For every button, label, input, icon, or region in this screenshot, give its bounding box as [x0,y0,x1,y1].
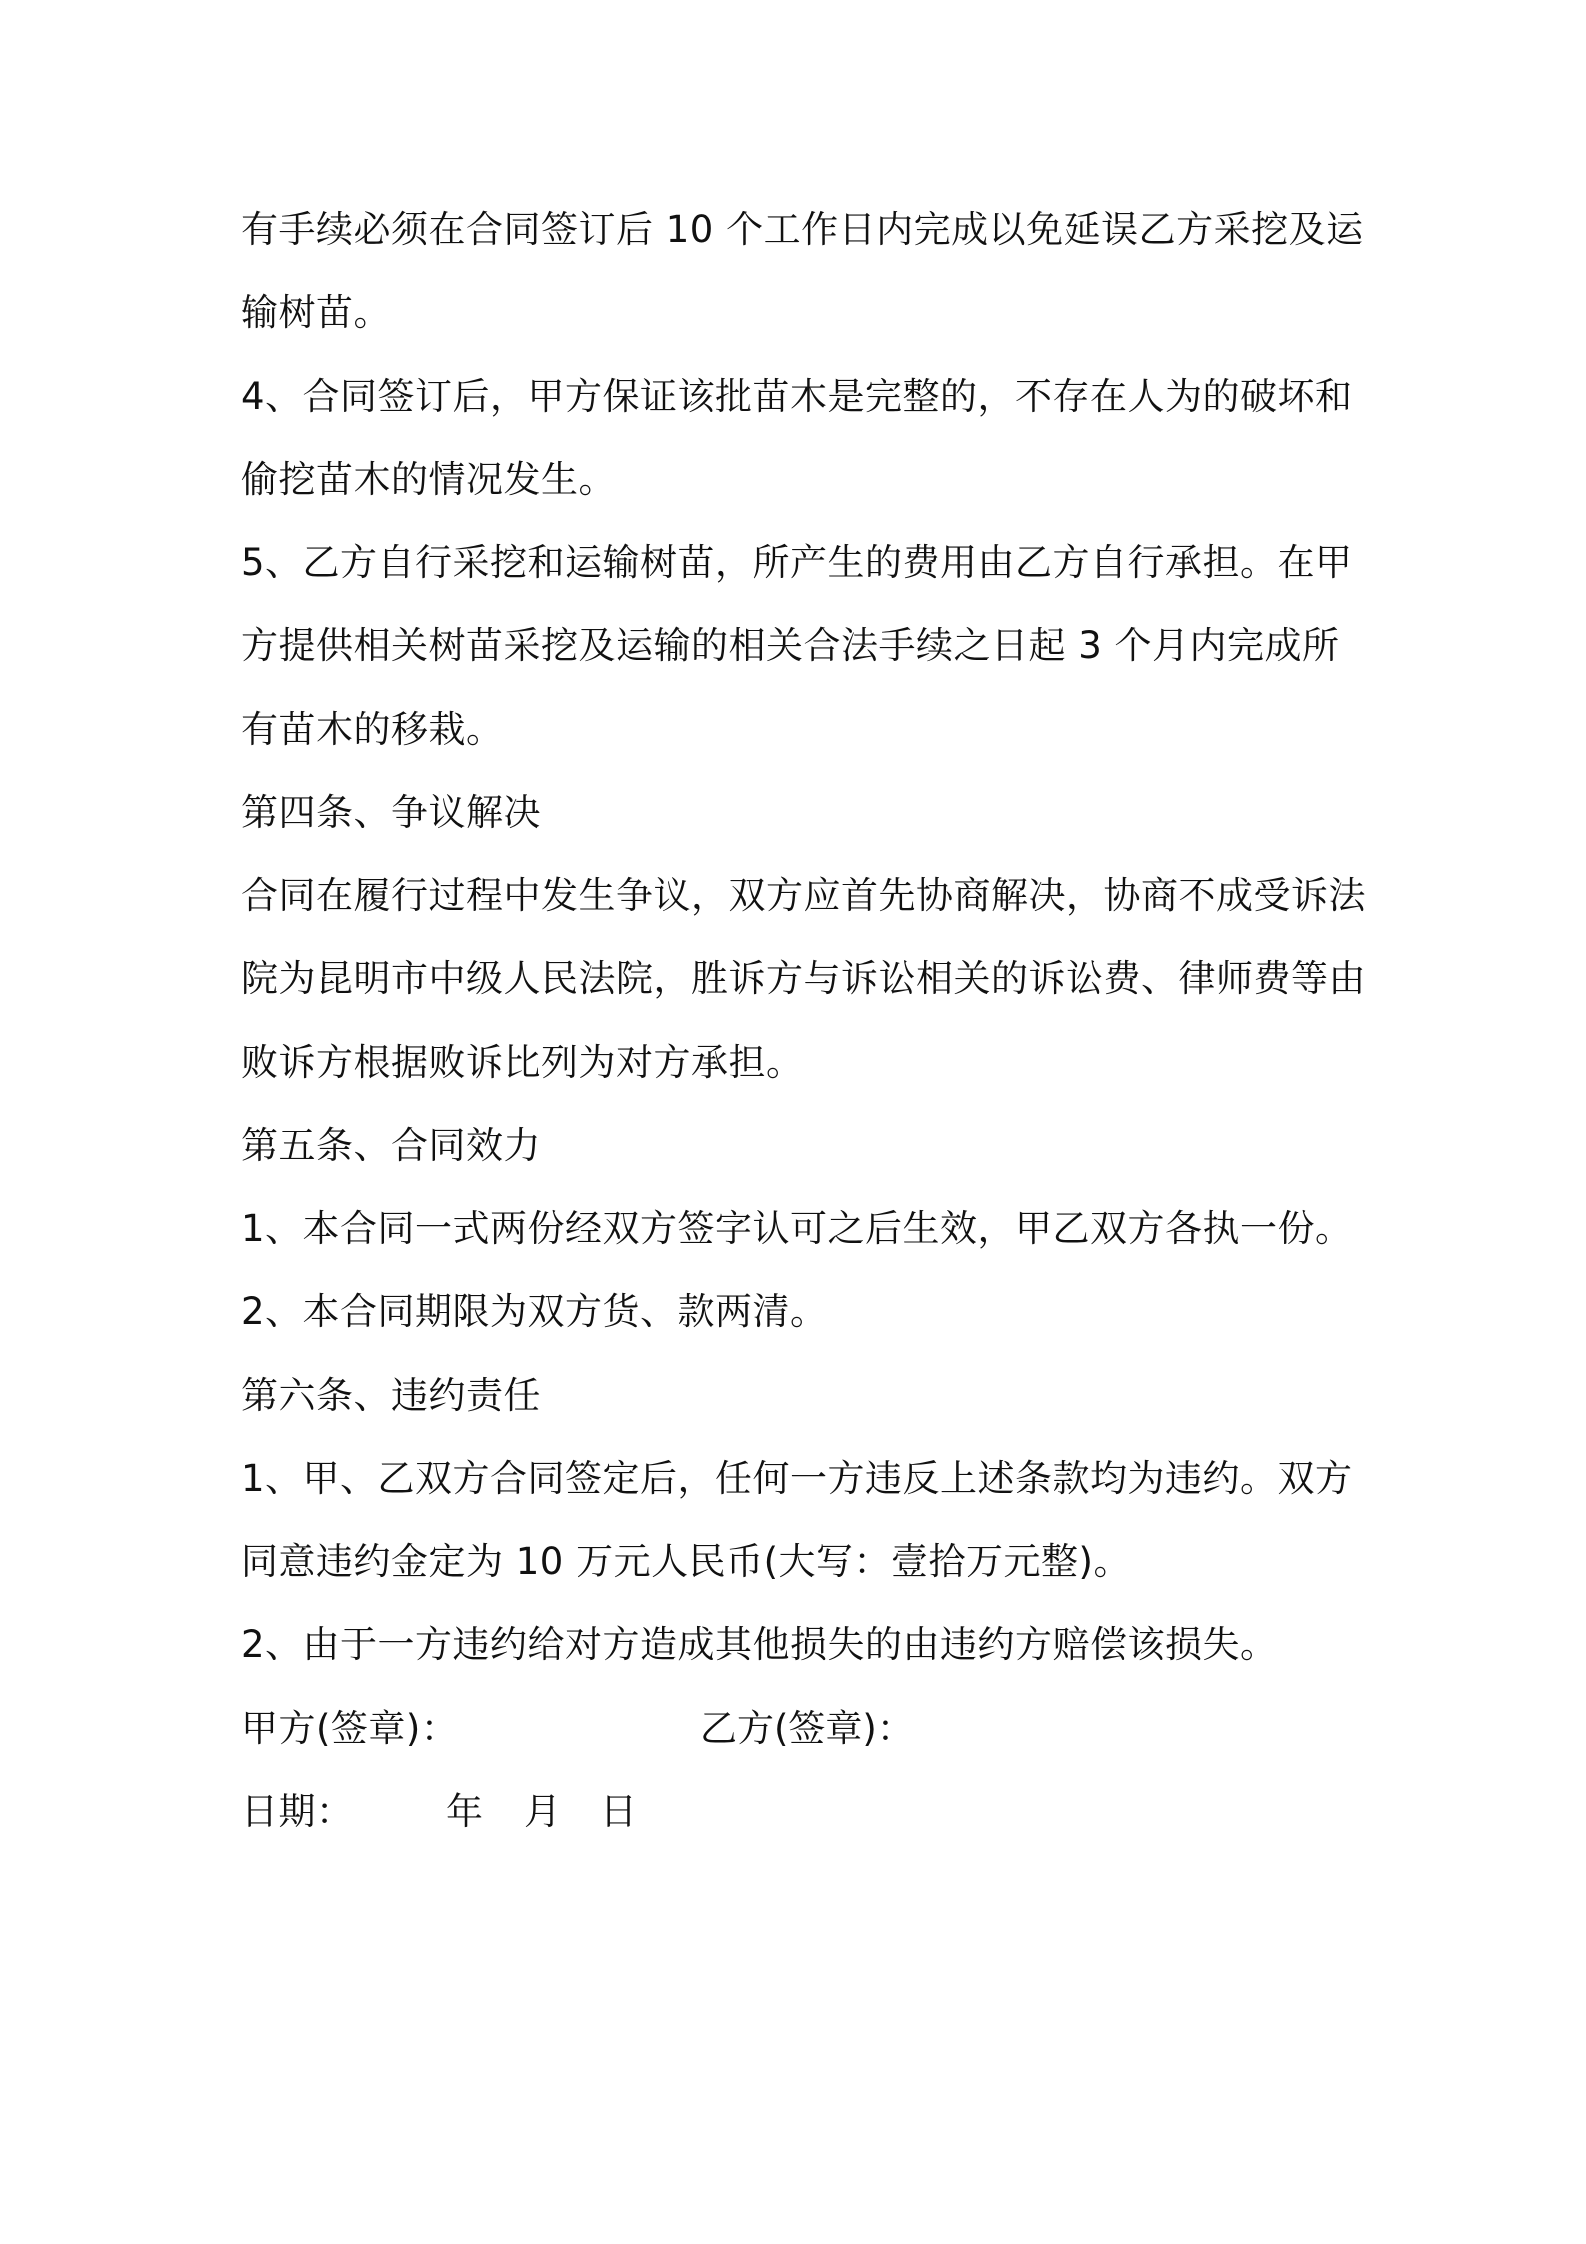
clause-item-4-cont: 偷挖苗木的情况发生。 [241,458,616,501]
date-day-label: 日 [600,1790,637,1833]
article-4-text-1: 合同在履行过程中发生争议，双方应首先协商解决，协商不成受诉法 [241,874,1366,917]
article-6-heading: 第六条、违约责任 [241,1374,541,1417]
text-line-continuation-end: 输树苗。 [241,291,391,334]
article-4-heading: 第四条、争议解决 [241,791,541,834]
clause-item-5: 5、乙方自行采挖和运输树苗，所产生的费用由乙方自行承担。在甲 [241,541,1353,584]
date-label: 日期： [241,1790,354,1833]
clause-item-4: 4、合同签订后，甲方保证该批苗木是完整的，不存在人为的破坏和 [241,375,1353,418]
article-5-heading: 第五条、合同效力 [241,1124,541,1167]
party-b-signature-label: 乙方(签章)： [700,1707,914,1750]
article-4-text-3: 败诉方根据败诉比列为对方承担。 [241,1041,804,1084]
article-5-item-2: 2、本合同期限为双方货、款两清。 [241,1290,828,1333]
clause-item-5-cont-1: 方提供相关树苗采挖及运输的相关合法手续之日起 3 个月内完成所 [241,624,1340,667]
article-6-item-2: 2、由于一方违约给对方造成其他损失的由违约方赔偿该损失。 [241,1623,1278,1666]
text-line-continuation: 有手续必须在合同签订后 10 个工作日内完成以免延误乙方采挖及运 [241,208,1364,251]
article-6-item-1-cont: 同意违约金定为 10 万元人民币(大写：壹拾万元整)。 [241,1540,1131,1583]
article-5-item-1: 1、本合同一式两份经双方签字认可之后生效，甲乙双方各执一份。 [241,1207,1353,1250]
article-6-item-1: 1、甲、乙双方合同签定后，任何一方违反上述条款均为违约。双方 [241,1457,1353,1500]
date-year-label: 年 [446,1790,483,1833]
article-4-text-2: 院为昆明市中级人民法院，胜诉方与诉讼相关的诉讼费、律师费等由 [241,957,1366,1000]
clause-item-5-cont-2: 有苗木的移栽。 [241,708,504,751]
party-a-signature-label: 甲方(签章)： [241,1707,459,1750]
date-month-label: 月 [524,1790,561,1833]
